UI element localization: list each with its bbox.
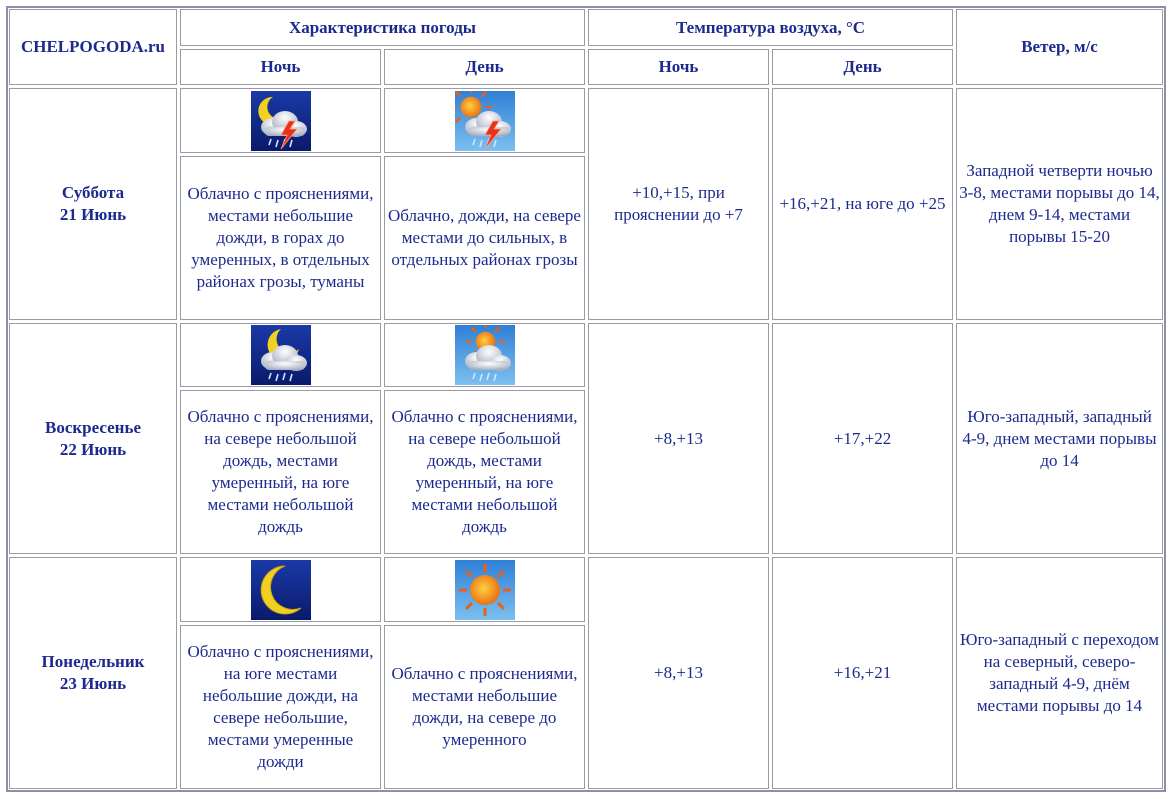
day-name: Суббота [61, 183, 125, 203]
weather-night-header: Ночь [180, 49, 381, 85]
day-desc: Облачно с прояснениями, местами небольшие дожди, на севере до умеренного [384, 625, 585, 789]
sun-cloud-rain-icon [455, 325, 515, 385]
day-desc: Облачно с прояснениями, на севере небольшой дождь, местами умеренный, на юге местами небольшой дождь [384, 390, 585, 554]
night-cloud-thunderstorm-icon [251, 91, 311, 151]
temp-day-value: +16,+21, на юге до +25 [772, 88, 953, 320]
day-name: Воскресенье [44, 417, 141, 437]
day-icon-cell [384, 557, 585, 621]
night-desc: Облачно с прояснениями, на севере небольшой дождь, местами умеренный, на юге местами небольшой дождь [180, 390, 381, 554]
table-row [9, 323, 1163, 387]
night-desc: Облачно с прояснениями, на юге местами небольшие дожди, на севере небольшие, местами умеренные дожди [180, 625, 381, 789]
air-temp-header: Температура воздуха, °С [588, 9, 953, 46]
temp-day-value: +16,+21 [772, 557, 953, 789]
wind-value: Юго-западный с переходом на северный, северо-западный 4-9, днём местами порывы до 14 [956, 557, 1163, 789]
forecast-frame [6, 6, 1166, 792]
brand-label: CHELPOGODA.ru [9, 9, 177, 85]
moon-cloud-rain-icon [251, 325, 311, 385]
day-date: 21 Июнь [59, 205, 127, 225]
day-icon-cell [384, 88, 585, 152]
night-icon-cell [180, 323, 381, 387]
table-row [9, 557, 1163, 621]
sun-icon [455, 560, 515, 620]
temp-day-value: +17,+22 [772, 323, 953, 555]
night-desc: Облачно с прояснениями, местами небольшие дожди, в горах до умеренных, в отдельных районах грозы, туманы [180, 156, 381, 320]
temp-night-header: Ночь [588, 49, 769, 85]
wind-value: Юго-западный, западный 4-9, днем местами порывы до 14 [956, 323, 1163, 555]
wind-header: Ветер, м/с [956, 9, 1163, 85]
day-date: 22 Июнь [59, 439, 127, 459]
day-desc: Облачно, дожди, на севере местами до сильных, в отдельных районах грозы [384, 156, 585, 320]
wind-value: Западной четверти ночью 3-8, местами порывы до 14, днем 9-14, местами порывы 15-20 [956, 88, 1163, 320]
table-row [9, 88, 1163, 152]
day-icon-cell [384, 323, 585, 387]
temp-night-value: +10,+15, при прояснении до +7 [588, 88, 769, 320]
temp-day-header: День [772, 49, 953, 85]
temp-night-value: +8,+13 [588, 323, 769, 555]
crescent-moon-icon [251, 560, 311, 620]
day-name: Понедельник [41, 652, 145, 672]
day-label-1 [9, 88, 177, 320]
night-icon-cell [180, 557, 381, 621]
day-label-3 [9, 557, 177, 789]
sun-cloud-thunderstorm-icon [455, 91, 515, 151]
weather-day-header: День [384, 49, 585, 85]
temp-night-value: +8,+13 [588, 557, 769, 789]
day-label-2 [9, 323, 177, 555]
forecast-table [6, 6, 1166, 792]
day-date: 23 Июнь [59, 674, 127, 694]
weather-desc-header: Характеристика погоды [180, 9, 585, 46]
night-icon-cell [180, 88, 381, 152]
